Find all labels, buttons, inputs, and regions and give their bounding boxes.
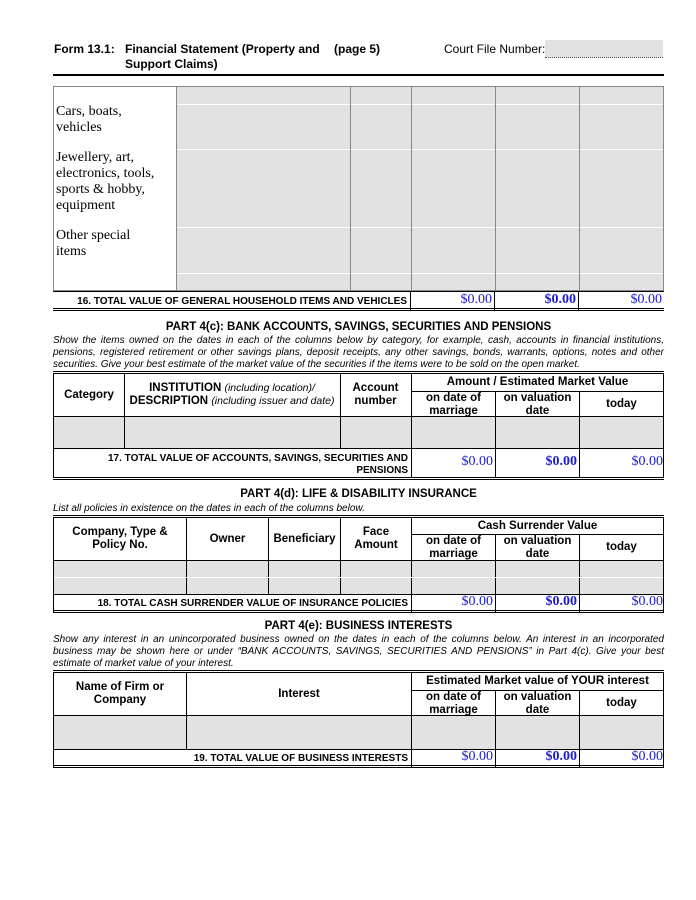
household-today-column[interactable] (580, 87, 663, 290)
double-rule (53, 765, 664, 768)
double-rule (53, 308, 664, 311)
col-firm: Name of Firm or Company (75, 681, 165, 706)
insurance-table (53, 518, 664, 612)
part-4d-description: List all policies in existence on the dates in each of the columns below. (53, 503, 365, 514)
col-face-amount: Face Amount (354, 526, 398, 551)
col-marriage: on date of marriage (426, 391, 481, 417)
col-account-number: Account number (352, 382, 399, 407)
row-divider (54, 448, 663, 449)
column-divider (176, 87, 177, 290)
col-today: today (606, 398, 637, 410)
page-number: (page 5) (334, 42, 381, 56)
col-beneficiary: Beneficiary (273, 532, 336, 545)
col-company: Company, Type & Policy No. (72, 526, 168, 551)
household-marriage-column[interactable] (412, 87, 495, 290)
part-4c-title: PART 4(c): BANK ACCOUNTS, SAVINGS, SECURITIES AND PENSIONS (165, 321, 552, 333)
col-valuation: on valuation date (503, 690, 572, 716)
total-19-marriage: $0.00 (461, 749, 493, 764)
category-other-special: Other special items (56, 228, 131, 259)
household-valuation-column[interactable] (496, 87, 579, 290)
total-19-today: $0.00 (631, 749, 663, 764)
col-group-market-value: Estimated Market value of YOUR interest (426, 675, 649, 687)
court-file-number-field[interactable] (545, 40, 663, 58)
category-cars: Cars, boats, vehicles (56, 104, 122, 135)
accounts-institution-cell[interactable] (125, 417, 340, 448)
row-divider (177, 149, 663, 150)
column-divider (495, 87, 496, 290)
col-category: Category (64, 388, 114, 401)
total-16-marriage: $0.00 (460, 292, 492, 307)
total-18-label: 18. TOTAL CASH SURRENDER VALUE OF INSURANCE POLICIES (97, 598, 408, 609)
household-table (53, 86, 664, 291)
part-4e-description: Show any interest in an unincorporated business owned on the dates in each of the columns below. An interest in an incorporated business may be shown here or under “BANK ACCOUNTS, SAVINGS, SECURITIES AND PENSIONS” in Part 4(c). Give your best estimate of market value of your interest. (53, 634, 664, 669)
business-table (53, 673, 664, 767)
row-divider (177, 104, 663, 105)
column-divider (579, 87, 580, 290)
column-divider (350, 87, 351, 290)
form-title-line1: Financial Statement (Property and (125, 42, 320, 56)
row-divider (177, 273, 663, 274)
total-17-marriage: $0.00 (461, 454, 493, 469)
total-17-label: 17. TOTAL VALUE OF ACCOUNTS, SAVINGS, SECURITIES AND PENSIONS (107, 453, 408, 476)
court-file-label: Court File Number: (444, 42, 546, 56)
col-group-amount: Amount / Estimated Market Value (446, 376, 629, 388)
col-valuation: on valuation date (503, 391, 572, 417)
form-number: Form 13.1: (54, 42, 115, 56)
col-today: today (606, 697, 637, 709)
total-17-today: $0.00 (631, 454, 663, 469)
column-divider (411, 87, 412, 290)
business-interest-cell[interactable] (187, 716, 411, 749)
part-4c-description: Show the items owned on the dates in each of the columns below by category, for example, cash, accounts in financial institutions, pensions, registered retirement or other savings plans, deposit receipts, any other savings, bonds, warrants, options, notes and other securities. Give your best estimate of the market value of the securities if the items were to be sold on the open market. (53, 335, 664, 370)
col-interest: Interest (278, 687, 320, 700)
col-owner: Owner (209, 532, 246, 545)
total-19-valuation: $0.00 (545, 749, 577, 764)
accounts-today-cell[interactable] (580, 417, 663, 448)
accounts-table (53, 374, 664, 478)
total-18-marriage: $0.00 (461, 594, 493, 609)
row-divider (177, 227, 663, 228)
accounts-category-cell[interactable] (54, 417, 124, 448)
col-today: today (606, 541, 637, 553)
total-16-today: $0.00 (630, 292, 662, 307)
total-17-valuation: $0.00 (545, 454, 577, 469)
col-marriage: on date of marriage (426, 534, 481, 560)
household-description-column[interactable] (177, 87, 350, 290)
accounts-number-cell[interactable] (341, 417, 411, 448)
household-indicate-column[interactable] (351, 87, 411, 290)
double-rule (53, 477, 664, 480)
part-4d-title: PART 4(d): LIFE & DISABILITY INSURANCE (240, 488, 477, 500)
col-institution: INSTITUTION (including location)/ DESCRIPTION (including issuer and date) (129, 382, 335, 407)
part-4e-title: PART 4(e): BUSINESS INTERESTS (264, 620, 453, 632)
accounts-valuation-cell[interactable] (496, 417, 579, 448)
row-divider (54, 577, 663, 578)
total-18-today: $0.00 (631, 594, 663, 609)
double-rule (53, 610, 664, 613)
header-rule (53, 74, 664, 76)
total-16-label: 16. TOTAL VALUE OF GENERAL HOUSEHOLD ITEMS AND VEHICLES (77, 296, 407, 307)
form-title-line2: Support Claims) (125, 57, 218, 71)
accounts-marriage-cell[interactable] (412, 417, 495, 448)
category-jewellery: Jewellery, art, electronics, tools, sports & hobby, equipment (56, 150, 155, 213)
business-valuation-cell[interactable] (496, 716, 579, 749)
business-today-cell[interactable] (580, 716, 663, 749)
total-18-valuation: $0.00 (545, 594, 577, 609)
business-marriage-cell[interactable] (412, 716, 495, 749)
col-valuation: on valuation date (503, 534, 572, 560)
total-16-valuation: $0.00 (544, 292, 576, 307)
total-19-label: 19. TOTAL VALUE OF BUSINESS INTERESTS (193, 753, 408, 764)
business-firm-cell[interactable] (54, 716, 186, 749)
col-group-cash-surrender: Cash Surrender Value (477, 519, 598, 532)
col-marriage: on date of marriage (426, 690, 481, 716)
